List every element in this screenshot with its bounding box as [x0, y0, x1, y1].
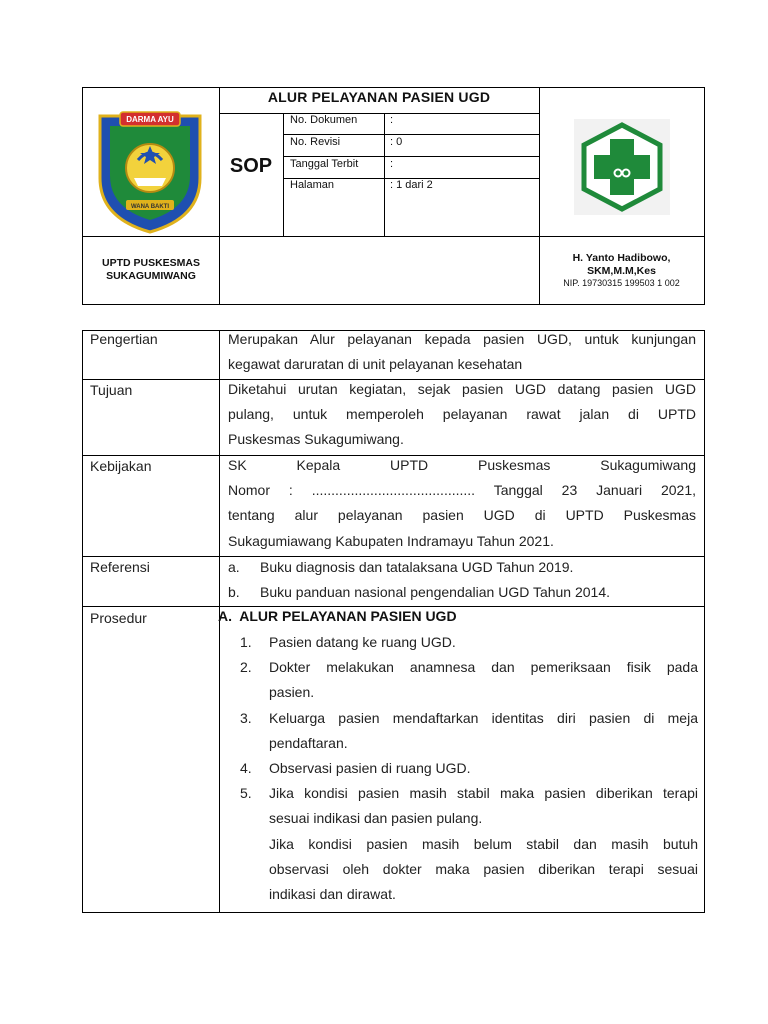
logo-banner-text: DARMA AYU [126, 115, 174, 124]
list-item: 3. Keluarga pasien mendaftarkan identitas diri pasien di meja [240, 709, 698, 726]
row-label-referensi: Referensi [90, 559, 150, 575]
meta-value: : 0 [390, 136, 403, 148]
divider [82, 606, 705, 607]
divider [384, 113, 385, 237]
meta-label: No. Revisi [290, 136, 341, 148]
continuation-line: observasi oleh dokter maka pasien diberikan terapi sesuai [269, 860, 698, 877]
row-label-tujuan: Tujuan [90, 382, 133, 398]
meta-label: Halaman [290, 179, 335, 191]
divider [82, 236, 705, 237]
meta-label: Tanggal Terbit [290, 158, 359, 170]
row-label-prosedur: Prosedur [90, 610, 147, 626]
referensi-marker: a. [228, 559, 240, 575]
puskesmas-logo [574, 119, 670, 215]
prosedur-heading: A. ALUR PELAYANAN PASIEN UGD [218, 608, 457, 624]
regency-logo [96, 108, 204, 236]
kebijakan-text: SK Kepala UPTD Puskesmas Sukagumiwang Nomor : .......................................... Tanggal 23 Januari 2021, tentang alur pelayanan pasien UGD di UPTD Puskesmas Sukagumiawang Kabupaten Indramayu Tahun 2021. [228, 457, 696, 549]
row-label-pengertian: Pengertian [90, 331, 158, 347]
pengertian-text: Merupakan Alur pelayanan kepada pasien UGD, untuk kunjungan kegawat daruratan di unit pelayanan kesehatan [228, 331, 696, 373]
signer-nip: NIP. 19730315 199503 1 002 [563, 278, 680, 288]
divider [82, 556, 705, 557]
list-item: 4. Observasi pasien di ruang UGD. [240, 760, 471, 777]
divider [283, 156, 539, 157]
meta-value: : [390, 158, 394, 170]
prosedur-steps [240, 630, 698, 907]
document-title: ALUR PELAYANAN PASIEN UGD [267, 89, 491, 105]
row-label-kebijakan: Kebijakan [90, 458, 152, 474]
sop-label: SOP [229, 155, 273, 177]
list-item: 2. Dokter melakukan anamnesa dan pemeriksaan fisik pada [240, 659, 698, 676]
continuation-line: Jika kondisi pasien masih belum stabil dan masih butuh [269, 835, 698, 852]
logo-bottom-text: WANA BAKTI [130, 204, 170, 210]
tujuan-text: Diketahui urutan kegiatan, sejak pasien UGD datang pasien UGD pulang, untuk memperoleh pelayanan rawat jalan di UPTD Puskesmas Sukagumiwang. [228, 381, 696, 448]
meta-value: : 1 dari 2 [390, 179, 433, 191]
divider [219, 113, 539, 114]
referensi-marker: b. [228, 584, 240, 600]
meta-value: : [390, 114, 394, 126]
divider [219, 87, 220, 305]
meta-label: No. Dokumen [290, 114, 358, 126]
referensi-item: Buku diagnosis dan tatalaksana UGD Tahun 2019. [260, 559, 574, 575]
list-item-cont: sesuai indikasi dan pasien pulang. [269, 810, 483, 827]
referensi-item: Buku panduan nasional pengendalian UGD Tahun 2014. [260, 584, 611, 600]
signer-name: H. Yanto Hadibowo, SKM,M.M,Kes [572, 252, 671, 277]
continuation-line: indikasi dan dirawat. [269, 886, 396, 903]
list-item-cont: pasien. [269, 684, 315, 701]
list-item: 1. Pasien datang ke ruang UGD. [240, 634, 456, 650]
divider [283, 134, 539, 135]
list-item-cont: pendaftaran. [269, 734, 348, 751]
organization-name: UPTD PUSKESMAS SUKAGUMIWANG [101, 257, 200, 282]
divider [283, 113, 284, 237]
list-item: 5. Jika kondisi pasien masih stabil maka pasien diberikan terapi [240, 785, 698, 802]
